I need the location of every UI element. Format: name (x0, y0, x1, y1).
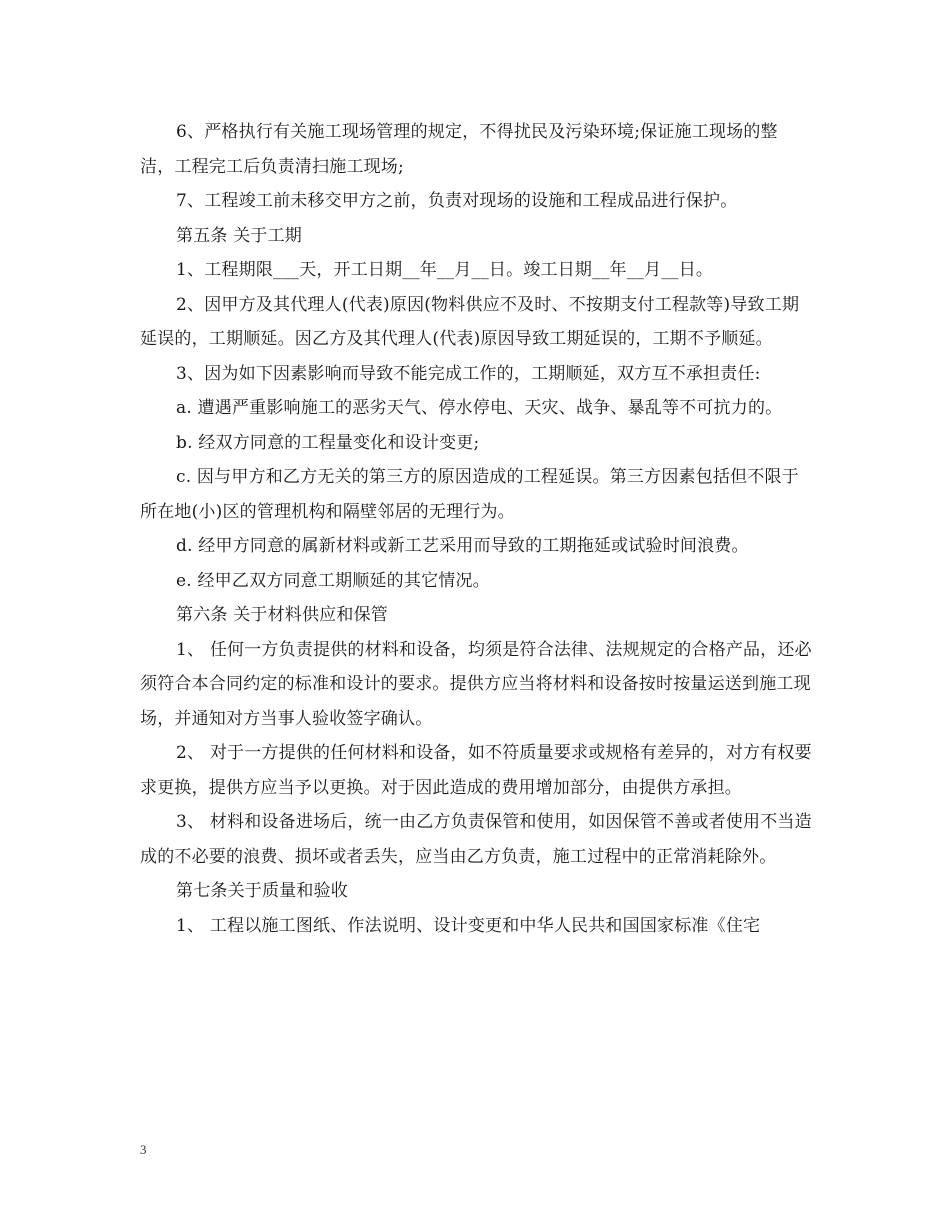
section-heading: 第五条 关于工期 (176, 225, 303, 246)
paragraph: 2、因甲方及其代理人(代表)原因(物料供应不及时、不按期支付工程款等)导致工期延误的，工期顺延。因乙方及其代理人(代表)原因导致工期延误的，工期不予顺延。 (140, 294, 800, 349)
document-body (140, 115, 812, 943)
list-item: c. 因与甲方和乙方无关的第三方的原因造成的工程延误。第三方因素包括但不限于所在地(小)区的管理机构和隔壁邻居的无理行为。 (140, 467, 799, 522)
paragraph: 1、 任何一方负责提供的材料和设备，均须是符合法律、法规规定的合格产品，还必须符合本合同约定的标准和设计的要求。提供方应当将材料和设备按时按量运送到施工现场，并通知对方当事人验收签字确认。 (140, 639, 812, 729)
section-heading: 第七条关于质量和验收 (176, 881, 348, 901)
list-item: e. 经甲乙双方同意工期顺延的其它情况。 (176, 570, 490, 591)
list-item: d. 经甲方同意的属新材料或新工艺采用而导致的工期拖延或试验时间浪费。 (176, 536, 749, 556)
paragraph: 1、 工程以施工图纸、作法说明、设计变更和中华人民共和国国家标准《住宅 (176, 915, 761, 936)
paragraph: 3、 材料和设备进场后，统一由乙方负责保管和使用，如因保管不善或者使用不当造成的不必要的浪费、损坏或者丢失，应当由乙方负责，施工过程中的正常消耗除外。 (140, 812, 812, 867)
paragraph: 6、严格执行有关施工现场管理的规定，不得扰民及污染环境;保证施工现场的整洁，工程完工后负责清扫施工现场; (140, 122, 778, 177)
list-item: b. 经双方同意的工程量变化和设计变更; (176, 432, 480, 453)
paragraph: 7、工程竣工前未移交甲方之前，负责对现场的设施和工程成品进行保护。 (176, 191, 738, 211)
paragraph: 1、工程期限___天，开工日期__年__月__日。竣工日期__年__月__日。 (176, 260, 714, 280)
page-number: 3 (140, 1142, 147, 1157)
section-heading: 第六条 关于材料供应和保管 (176, 605, 389, 625)
paragraph: 2、 对于一方提供的任何材料和设备，如不符质量要求或规格有差异的，对方有权要求更换，提供方应当予以更换。对于因此造成的费用增加部分，由提供方承担。 (140, 743, 812, 798)
paragraph: 3、因为如下因素影响而导致不能完成工作的，工期顺延，双方互不承担责任: (176, 363, 761, 384)
list-item: a. 遭遇严重影响施工的恶劣天气、停水停电、天灾、战争、暴乱等不可抗力的。 (176, 398, 783, 418)
